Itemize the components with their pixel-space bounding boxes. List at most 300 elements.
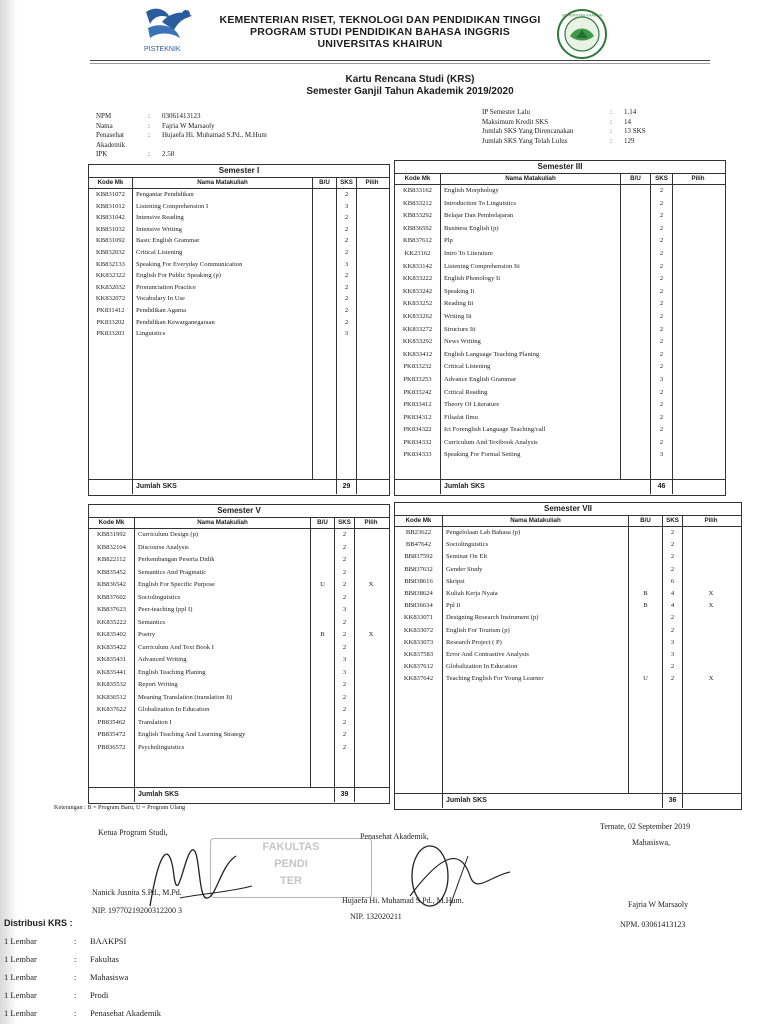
table-row: [395, 349, 725, 362]
course-sks: 3: [337, 259, 357, 271]
course-code: KK833073: [395, 637, 443, 649]
course-name: English For Public Speaking (p): [133, 270, 313, 282]
table-row: [395, 261, 725, 274]
course-sks: 2: [651, 298, 673, 311]
course-pilih: [355, 704, 387, 717]
course-code: PB836572: [89, 742, 135, 755]
course-sks: 4: [663, 600, 683, 612]
course-code: KB835452: [89, 567, 135, 580]
course-bu: [629, 612, 663, 624]
course-sks: 3: [335, 604, 355, 617]
course-pilih: X: [708, 602, 714, 610]
table-row: [395, 527, 741, 539]
course-name: Belajar Dan Pembelajaran: [441, 210, 621, 223]
course-pilih: [673, 261, 723, 274]
course-sks: 6: [663, 576, 683, 588]
course-code: KK833412: [395, 349, 441, 362]
course-sks: 3: [335, 654, 355, 667]
header-rule: [90, 60, 710, 61]
table-header-row: [89, 518, 389, 529]
total-value: 46: [651, 480, 673, 494]
course-sks: 2: [651, 198, 673, 211]
total-row: [89, 787, 389, 802]
course-pilih: [355, 679, 387, 692]
course-pilih: [683, 576, 739, 588]
course-name: Skripsi: [443, 576, 629, 588]
semester-5-table: [88, 504, 390, 804]
course-pilih: X: [708, 589, 714, 597]
ketua-nip: NIP. 19770219200312200 3: [92, 906, 183, 915]
table-row: [395, 210, 725, 223]
course-pilih: X: [368, 631, 374, 638]
course-pilih: [673, 424, 723, 437]
header-sks: SKS: [651, 174, 673, 184]
distribution-row: [4, 986, 161, 1004]
course-pilih: [673, 311, 723, 324]
course-bu: [313, 305, 337, 317]
course-name: Globalization In Education: [135, 704, 311, 717]
course-pilih: [673, 374, 723, 387]
total-row: [89, 479, 389, 494]
course-sks: 2: [651, 261, 673, 274]
course-bu: [629, 649, 663, 661]
table-row: [395, 612, 741, 624]
course-name: Error And Contrastive Analysis: [443, 649, 629, 661]
pa-nip: NIP. 132020211: [350, 912, 402, 921]
course-code: PK834332: [395, 437, 441, 450]
course-bu: [313, 189, 337, 201]
header-rule-thin: [90, 63, 710, 64]
course-bu: [621, 324, 651, 337]
header-pilih: Pilih: [364, 519, 378, 526]
course-bu: [629, 625, 663, 637]
course-code: KK835222: [89, 617, 135, 630]
table-row: [395, 298, 725, 311]
course-bu: [313, 201, 337, 213]
table-row: [89, 679, 389, 692]
course-code: PK834333: [395, 449, 441, 462]
course-name: Filsafat Ilmu: [441, 412, 621, 425]
table-row: [395, 564, 741, 576]
course-pilih: [673, 449, 723, 462]
course-name: Globalization In Education: [443, 661, 629, 673]
header-pilih: Pilih: [691, 175, 705, 182]
course-code: KB837623: [89, 604, 135, 617]
course-pilih: [673, 273, 723, 286]
course-bu: [629, 551, 663, 563]
table-row: [89, 282, 389, 294]
total-value: 39: [335, 788, 355, 802]
course-name: Discourse Analysis: [135, 542, 311, 555]
course-code: BB837592: [395, 551, 443, 563]
course-pilih: [357, 293, 387, 305]
course-code: KB832104: [89, 542, 135, 555]
course-sks: 2: [335, 529, 355, 542]
course-sks: 2: [337, 212, 357, 224]
course-sks: 2: [335, 617, 355, 630]
course-bu: [621, 286, 651, 299]
course-bu: [621, 449, 651, 462]
course-code: KK833292: [395, 336, 441, 349]
course-name: Business English (p): [441, 223, 621, 236]
course-pilih: [673, 412, 723, 425]
course-sks: 2: [335, 629, 355, 642]
course-sks: 2: [651, 412, 673, 425]
course-pilih: [357, 259, 387, 271]
course-name: Gender Study: [443, 564, 629, 576]
course-bu: [621, 298, 651, 311]
course-bu: [311, 679, 335, 692]
course-bu: [621, 412, 651, 425]
course-sks: 2: [337, 224, 357, 236]
place-date: Ternate, 02 September 2019: [600, 822, 691, 831]
course-name: Pronunciation Practice: [133, 282, 313, 294]
distribution-qty: 1 Lembar: [4, 936, 37, 946]
course-name: Linguistics: [133, 328, 313, 340]
course-code: PK833253: [395, 374, 441, 387]
course-bu: [621, 248, 651, 261]
table-row: [395, 185, 725, 198]
course-bu: [621, 261, 651, 274]
course-sks: 2: [335, 692, 355, 705]
course-bu: [621, 198, 651, 211]
table-row: [89, 604, 389, 617]
course-bu: [311, 604, 335, 617]
course-sks: 2: [335, 679, 355, 692]
course-name: Report Writing: [135, 679, 311, 692]
course-sks: 2: [651, 210, 673, 223]
table-row: [89, 579, 389, 592]
course-code: KB833292: [395, 210, 441, 223]
distribution-recipient: Mahasiswa: [90, 972, 129, 982]
course-name: Kuliah Kerja Nyata: [443, 588, 629, 600]
header-name: Nama Matakuliah: [135, 518, 311, 528]
course-code: KK837622: [89, 704, 135, 717]
course-code: BB23622: [395, 527, 443, 539]
course-name: Listening Comprehension Iii: [441, 261, 621, 274]
course-bu: [311, 592, 335, 605]
course-sks: 2: [651, 273, 673, 286]
course-bu: [313, 235, 337, 247]
course-pilih: [355, 592, 387, 605]
course-name: Pendidikan Kewarganegaraan: [133, 317, 313, 329]
course-pilih: [355, 604, 387, 617]
info-row-ipk: IPK : 2.58: [96, 150, 175, 158]
table-row: [395, 361, 725, 374]
course-name: Designing Research Instrument (p): [443, 612, 629, 624]
course-pilih: [683, 637, 739, 649]
course-sks: 2: [337, 282, 357, 294]
course-pilih: [357, 212, 387, 224]
course-sks: 2: [663, 673, 683, 685]
course-pilih: [673, 223, 723, 236]
total-spacer: [89, 788, 135, 802]
legend-note: Keterangan : B = Program Baru, U = Program Ulang: [54, 804, 186, 811]
course-name: English For Specific Purpose: [135, 579, 311, 592]
faculty-stamp: FAKULTAS PENDI TER: [210, 838, 372, 898]
course-pilih: [355, 617, 387, 630]
course-pilih: [683, 527, 739, 539]
distribution-recipient: Fakultas: [90, 954, 119, 964]
header-bu: B/U: [313, 178, 337, 188]
course-bu: [311, 717, 335, 730]
course-pilih: [673, 185, 723, 198]
faculty-seal: [556, 8, 608, 60]
total-spacer: [89, 480, 133, 494]
total-pilih: [673, 480, 723, 494]
table-row: [89, 235, 389, 247]
course-code: PK833202: [89, 317, 133, 329]
course-sks: 2: [337, 247, 357, 259]
course-pilih: [357, 305, 387, 317]
course-code: KK837612: [395, 661, 443, 673]
mahasiswa-npm: NPM. 03061413123: [620, 920, 686, 929]
course-pilih: [683, 539, 739, 551]
course-name: Speaking For Formal Setting: [441, 449, 621, 462]
table-header-row: [395, 516, 741, 527]
course-name: English Teaching And Learning Strategy: [135, 729, 311, 742]
total-label: Jumlah SKS: [441, 480, 651, 494]
distribution-qty: 1 Lembar: [4, 990, 37, 1000]
course-code: KK833071: [395, 612, 443, 624]
course-code: KB833162: [395, 185, 441, 198]
course-bu: [311, 542, 335, 555]
course-sks: 3: [335, 667, 355, 680]
header-pilih: Pilih: [365, 179, 379, 186]
course-bu: [313, 293, 337, 305]
course-pilih: [355, 567, 387, 580]
course-name: Basic English Grammar: [133, 235, 313, 247]
course-code: KK833262: [395, 311, 441, 324]
course-code: KK836512: [89, 692, 135, 705]
course-pilih: [355, 667, 387, 680]
total-spacer: [395, 480, 441, 494]
course-bu: [621, 210, 651, 223]
pa-title: Penasehat Akademik,: [360, 832, 429, 841]
table-body: [89, 529, 389, 787]
course-code: KB833212: [395, 198, 441, 211]
course-sks: 2: [335, 579, 355, 592]
course-name: Meaning Translation (translation Ii): [135, 692, 311, 705]
course-pilih: [683, 625, 739, 637]
table-row: [395, 437, 725, 450]
course-bu: B: [311, 629, 335, 642]
distribution-list: [4, 918, 161, 1022]
course-bu: B: [629, 588, 663, 600]
course-code: BB836634: [395, 600, 443, 612]
course-bu: [621, 223, 651, 236]
table-row: [89, 529, 389, 542]
distribution-qty: 1 Lembar: [4, 1008, 37, 1018]
table-row: [89, 270, 389, 282]
course-name: Listening Comprehension I: [133, 201, 313, 213]
course-pilih: [357, 317, 387, 329]
course-name: Poetry: [135, 629, 311, 642]
table-row: [395, 198, 725, 211]
course-code: KK833252: [395, 298, 441, 311]
course-code: KK837583: [395, 649, 443, 661]
course-sks: 2: [335, 704, 355, 717]
course-sks: 2: [651, 248, 673, 261]
course-bu: [629, 661, 663, 673]
course-bu: [629, 527, 663, 539]
table-row: [89, 667, 389, 680]
course-code: KK837642: [395, 673, 443, 685]
course-bu: [621, 273, 651, 286]
course-pilih: [355, 729, 387, 742]
course-name: English Phonology Ii: [441, 273, 621, 286]
document-title: [200, 74, 620, 98]
table-body: [89, 189, 389, 479]
course-bu: [311, 667, 335, 680]
course-code: PK834322: [395, 424, 441, 437]
course-code: KB831072: [89, 189, 133, 201]
course-bu: [629, 637, 663, 649]
course-sks: 2: [335, 567, 355, 580]
semester-title: Semester VII: [395, 503, 741, 516]
course-pilih: [357, 247, 387, 259]
course-sks: 2: [337, 293, 357, 305]
distribution-recipient: Prodi: [90, 990, 109, 1000]
course-sks: 2: [651, 223, 673, 236]
title-semester: Semester Ganjil Tahun Akademik 2019/2020: [306, 86, 514, 97]
table-row: [395, 637, 741, 649]
course-code: PK833412: [395, 399, 441, 412]
course-name: Curriculum And Text Book I: [135, 642, 311, 655]
course-code: KB837612: [395, 235, 441, 248]
course-name: English Morphology: [441, 185, 621, 198]
table-row: [89, 654, 389, 667]
course-sks: 2: [651, 336, 673, 349]
course-name: Curriculum And Textbook Analysis: [441, 437, 621, 450]
course-pilih: [355, 554, 387, 567]
course-name: Theory Of Literature: [441, 399, 621, 412]
table-row: [89, 189, 389, 201]
course-pilih: [355, 654, 387, 667]
course-code: KB831032: [89, 224, 133, 236]
course-pilih: [683, 661, 739, 673]
total-spacer: [395, 794, 443, 808]
course-code: KK835431: [89, 654, 135, 667]
course-sks: 2: [335, 717, 355, 730]
ketua-signature: [140, 836, 260, 916]
course-sks: 2: [651, 286, 673, 299]
course-name: Teaching English For Young Learner: [443, 673, 629, 685]
table-row: [89, 717, 389, 730]
table-row: [395, 424, 725, 437]
total-pilih: [357, 480, 387, 494]
distribution-recipient: Penasehat Akademik: [90, 1008, 162, 1018]
course-sks: 2: [337, 317, 357, 329]
course-name: Ppl Ii: [443, 600, 629, 612]
course-sks: 2: [337, 305, 357, 317]
course-pilih: X: [708, 675, 714, 683]
course-name: Advance English Grammar: [441, 374, 621, 387]
course-name: Speaking For Everyday Communication: [133, 259, 313, 271]
course-bu: [311, 567, 335, 580]
course-bu: [311, 742, 335, 755]
table-row: [89, 542, 389, 555]
course-name: Translation I: [135, 717, 311, 730]
total-pilih: [355, 788, 387, 802]
table-row: [89, 704, 389, 717]
header-name: Nama Matakuliah: [441, 174, 621, 184]
table-body: [395, 185, 725, 479]
table-header-row: [89, 178, 389, 189]
course-bu: [621, 311, 651, 324]
course-code: KB831042: [89, 212, 133, 224]
course-bu: [311, 654, 335, 667]
distribution-sep: :: [74, 936, 77, 946]
course-bu: [621, 424, 651, 437]
course-code: KK833072: [395, 625, 443, 637]
course-bu: [311, 704, 335, 717]
course-code: PK833242: [395, 387, 441, 400]
course-name: Critical Reading: [441, 387, 621, 400]
table-row: [395, 248, 725, 261]
course-sks: 2: [335, 592, 355, 605]
semester-7-table: [394, 502, 742, 810]
scan-edge: [0, 0, 18, 1024]
course-pilih: [673, 248, 723, 261]
course-name: Sociolinguistics: [443, 539, 629, 551]
course-sks: 2: [335, 742, 355, 755]
course-name: Psycholinguistics: [135, 742, 311, 755]
course-bu: [621, 399, 651, 412]
course-pilih: [673, 361, 723, 374]
course-code: KK832072: [89, 293, 133, 305]
header-bu: B/U: [621, 174, 651, 184]
course-name: English Teaching Planing: [135, 667, 311, 680]
semester-1-table: [88, 164, 390, 496]
course-pilih: [673, 235, 723, 248]
table-row: [395, 399, 725, 412]
table-row: [395, 539, 741, 551]
course-name: English For Tourism (p): [443, 625, 629, 637]
distribution-sep: :: [74, 1008, 77, 1018]
table-row: [89, 629, 389, 642]
total-label: Jumlah SKS: [135, 788, 335, 802]
course-pilih: [673, 198, 723, 211]
total-row: [395, 793, 741, 808]
course-name: Pengantar Pendidikan: [133, 189, 313, 201]
table-row: [89, 692, 389, 705]
info-row-sks-lulus: Jumlah SKS Yang Telah Lulus : 129: [482, 136, 635, 145]
course-name: Introduction To Linguistics: [441, 198, 621, 211]
mahasiswa-name: Fajria W Marsaoly: [628, 900, 689, 909]
table-row: [89, 259, 389, 271]
course-name: Critical Listening: [441, 361, 621, 374]
info-row-pa: Penasehat Akademik : Hujaefa Hi. Muhamad S.Pd., M.Hum: [96, 131, 267, 149]
course-sks: 3: [663, 637, 683, 649]
course-code: BB838616: [395, 576, 443, 588]
course-code: PB835472: [89, 729, 135, 742]
course-bu: [313, 247, 337, 259]
table-row: [395, 551, 741, 563]
info-row-sks-plan: Jumlah SKS Yang Direncanakan : 13 SKS: [482, 127, 646, 135]
course-name: Curriculum Design (p): [135, 529, 311, 542]
table-row: [89, 201, 389, 213]
course-sks: 2: [651, 387, 673, 400]
distribution-row: [4, 950, 161, 968]
institution-line-2: PROGRAM STUDI PENDIDIKAN BAHASA INGGRIS: [249, 26, 510, 38]
course-pilih: [683, 564, 739, 576]
course-bu: [311, 729, 335, 742]
course-code: PK831412: [89, 305, 133, 317]
course-code: KB832032: [89, 247, 133, 259]
course-code: PK833203: [89, 328, 133, 340]
table-row: [395, 273, 725, 286]
